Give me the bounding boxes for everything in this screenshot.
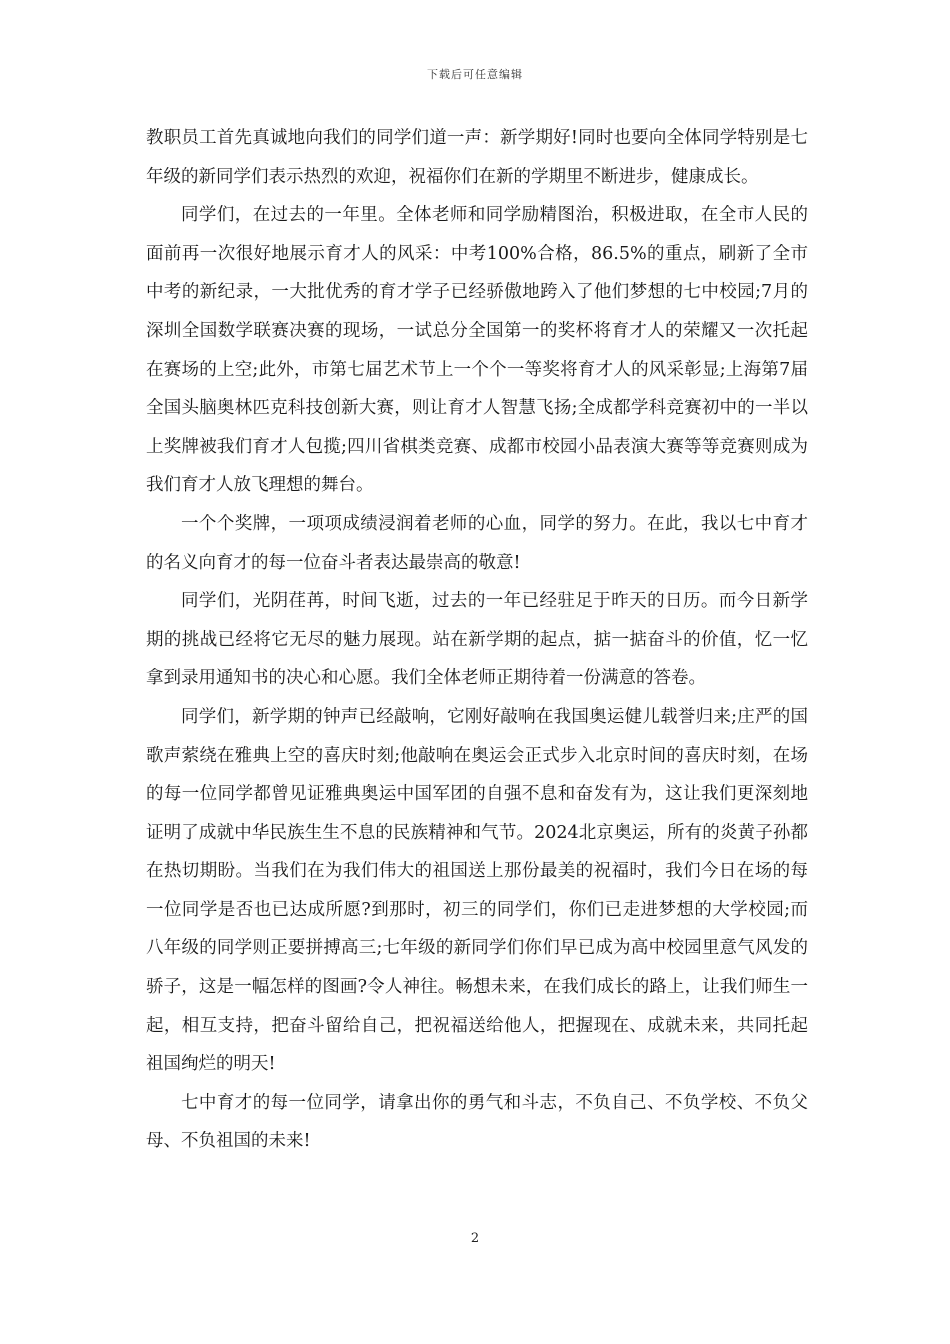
paragraph-achievements: 同学们，在过去的一年里。全体老师和同学励精图治，积极进取，在全市人民的面前再一次很好地展示育才人的风采：中考100%合格，86.5%的重点，刷新了全市中考的新纪录，一大批优秀的育才学子已经骄傲地跨入了他们梦想的七中校园;7月的深圳全国数学联赛决赛的现场，一试总分全国第一的奖杯将育才人的荣耀又一次托起在赛场的上空;此外，市第七届艺术节上一个个一等奖将育才人的风采彰显;上海第7届全国头脑奥林匹克科技创新大赛，则让育才人智慧飞扬;全成都学科竞赛初中的一半以上奖牌被我们育才人包揽;四川省棋类竞赛、成都市校园小品表演大赛等等竞赛则成为我们育才人放飞理想的舞台。 [146,205,808,496]
paragraph-new-semester: 同学们，光阴荏苒，时间飞逝，过去的一年已经驻足于昨天的日历。而今日新学期的挑战已经将它无尽的魅力展现。站在新学期的起点，掂一掂奋斗的价值，忆一忆拿到录用通知书的决心和心愿。我们全体老师正期待着一份满意的答卷。 [146,591,808,689]
paragraph-closing: 七中育才的每一位同学，请拿出你的勇气和斗志，不负自己、不负学校、不负父母、不负祖国的未来! [146,1092,808,1152]
document-body [146,119,808,1161]
page-header: 下载后可任意编辑 [427,68,523,81]
paragraph-olympics: 同学们，新学期的钟声已经敲响，它刚好敲响在我国奥运健儿载誉归来;庄严的国歌声萦绕在雅典上空的喜庆时刻;他敲响在奥运会正式步入北京时间的喜庆时刻，在场的每一位同学都曾见证雅典奥运中国军团的自强不息和奋发有为，这让我们更深刻地证明了成就中华民族生生不息的民族精神和气节。2024北京奥运，所有的炎黄子孙都在热切期盼。当我们在为我们伟大的祖国送上那份最美的祝福时，我们今日在场的每一位同学是否也已达成所愿?到那时，初三的同学们，你们已走进梦想的大学校园;而八年级的同学则正要拼搏高三;七年级的新同学们你们早已成为高中校园里意气风发的骄子，这是一幅怎样的图画?令人神往。畅想未来，在我们成长的路上，让我们师生一起，相互支持，把奋斗留给自己，把祝福送给他人，把握现在、成就未来，共同托起祖国绚烂的明天! [146,706,808,1075]
paragraph-continuation: 教职员工首先真诚地向我们的同学们道一声：新学期好!同时也要向全体同学特别是七年级的新同学们表示热烈的欢迎，祝福你们在新的学期里不断进步，健康成长。 [146,128,808,187]
page-number: 2 [470,1231,480,1246]
paragraph-tribute: 一个个奖牌，一项项成绩浸润着老师的心血，同学的努力。在此，我以七中育才的名义向育才的每一位奋斗者表达最崇高的敬意! [146,513,808,573]
